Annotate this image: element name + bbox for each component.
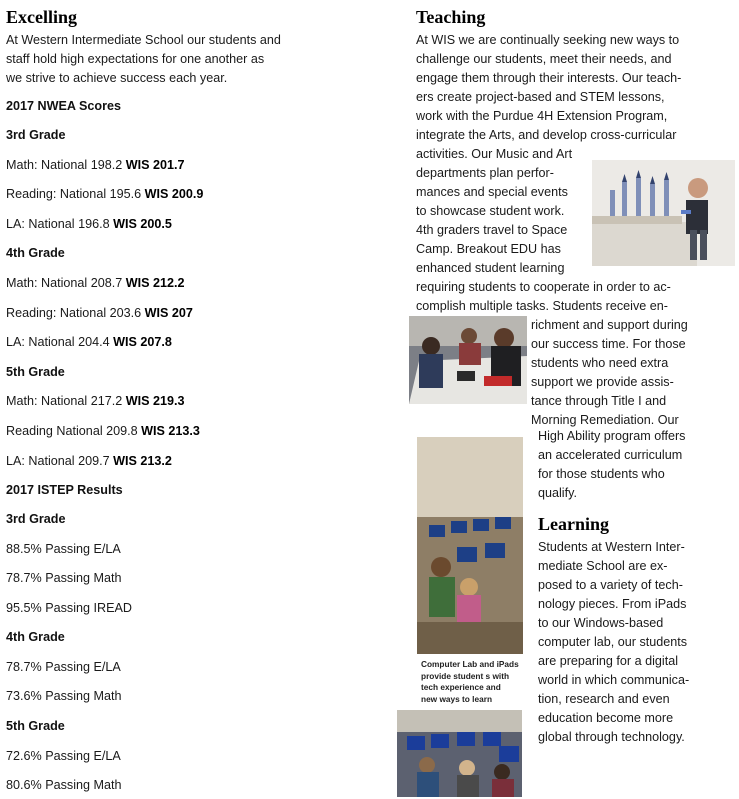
score-national: Math: National 217.2 [6,394,123,408]
teaching-line: departments plan perfor- [416,166,554,180]
learning-line: world in which communica- [538,673,690,687]
caption-line: tech experience and [421,682,501,692]
teaching-line: Morning Remediation. Our [531,413,679,427]
teaching-line: engage them through their interests. Our teach- [416,71,682,85]
istep-grade-5: 5th Grade [6,719,65,733]
intro-line: staff hold high expectations for one another as [6,52,265,66]
teaching-line: our success time. For those [531,337,686,351]
score-row [6,276,185,290]
nwea-grade-3: 3rd Grade [6,128,66,142]
score-row [6,394,185,408]
score-national: Reading National 209.8 [6,424,138,438]
score-wis: WIS 213.3 [141,424,200,438]
caption-line: Computer Lab and iPads [421,659,519,669]
score-national: LA: National 204.4 [6,335,110,349]
istep-grade-3: 3rd Grade [6,512,66,526]
learning-line: global through technology. [538,730,685,744]
computer-lab-photo [417,437,523,654]
teaching-line: an accelerated curriculum [538,448,683,462]
teaching-line: support we provide assis- [531,375,674,389]
teaching-para-top [416,31,736,145]
score-wis: WIS 200.5 [113,217,172,231]
teaching-line: At WIS we are continually seeking new ways to [416,33,680,47]
learning-line: posed to a variety of tech- [538,578,683,592]
caption-line: new ways to learn [421,693,493,704]
istep-row: 78.7% Passing Math [6,571,122,585]
score-national: Math: National 198.2 [6,158,123,172]
teaching-line: tance through Title I and [531,394,667,408]
teaching-line: complish multiple tasks. Students receive en- [416,299,668,313]
teaching-line: richment and support during [531,318,688,332]
score-row [6,158,185,172]
caption-line: provide student s with [421,670,510,681]
teaching-line: Camp. Breakout EDU has [416,242,561,256]
istep-row: 73.6% Passing Math [6,689,122,703]
nwea-title: 2017 NWEA Scores [6,99,122,113]
score-wis: WIS 200.9 [144,187,204,201]
learning-line: computer lab, our students [538,635,688,649]
istep-title: 2017 ISTEP Results [6,483,123,497]
istep-row: 88.5% Passing E/LA [6,542,121,556]
istep-row: 72.6% Passing E/LA [6,749,121,763]
computer-lab-photo-art [417,437,523,654]
score-wis: WIS 213.2 [113,454,172,468]
teaching-line: 4th graders travel to Space [416,223,568,237]
score-national: Math: National 208.7 [6,276,123,290]
istep-row: 78.7% Passing E/LA [6,660,121,674]
learning-line: are preparing for a digital [538,654,679,668]
teaching-line: enhanced student learning [416,261,565,275]
excelling-heading: Excelling [6,7,77,27]
learning-para [538,538,736,747]
teaching-line: ers create project-based and STEM lessons, [416,90,665,104]
intro-line: we strive to achieve success each year. [6,71,228,85]
teaching-line: requiring students to cooperate in order to ac- [416,280,671,294]
teaching-para-beside-photo1 [416,145,591,278]
score-row [6,217,172,231]
photo-caption [421,659,531,705]
score-row [6,306,193,320]
computer-lab-photo-2 [397,710,522,797]
teaching-line: students who need extra [531,356,669,370]
robotics-photo [409,316,527,404]
learning-line: to our Windows-based [538,616,664,630]
score-row [6,454,172,468]
istep-row: 95.5% Passing IREAD [6,601,132,615]
teaching-line: to showcase student work. [416,204,565,218]
teaching-line: for those students who [538,467,665,481]
learning-line: Students at Western Inter- [538,540,685,554]
score-wis: WIS 207.8 [113,335,172,349]
score-wis: WIS 212.2 [125,276,185,290]
score-wis: WIS 219.3 [125,394,185,408]
teaching-para-beside-photo2 [531,316,736,430]
intro-line: At Western Intermediate School our students and [6,33,281,47]
score-national: Reading: National 195.6 [6,187,142,201]
nwea-grade-4: 4th Grade [6,246,65,260]
teaching-heading: Teaching [416,7,486,27]
teaching-line: challenge our students, meet their needs, and [416,52,672,66]
score-national: LA: National 209.7 [6,454,110,468]
teaching-line: qualify. [538,486,577,500]
robotics-photo-art [409,316,527,404]
excelling-intro [6,31,316,88]
score-national: LA: National 196.8 [6,217,110,231]
learning-line: nology pieces. From iPads [538,597,687,611]
teaching-line: High Ability program offers [538,429,686,443]
learning-line: tion, research and even [538,692,670,706]
score-national: Reading: National 203.6 [6,306,142,320]
rockets-photo-art [592,160,735,266]
score-row [6,335,172,349]
teaching-line: work with the Purdue 4H Extension Program, [416,109,668,123]
score-row [6,424,200,438]
teaching-line: integrate the Arts, and develop cross-curricular [416,128,677,142]
score-row [6,187,203,201]
teaching-para-mid [416,278,736,316]
rockets-photo [592,160,735,266]
istep-row: 80.6% Passing Math [6,778,122,792]
istep-grade-4: 4th Grade [6,630,65,644]
computer-lab-photo-2-art [397,710,522,797]
learning-line: mediate School are ex- [538,559,668,573]
teaching-line: activities. Our Music and Art [416,147,573,161]
score-wis: WIS 207 [144,306,193,320]
teaching-para-beside-photo3 [538,427,736,503]
learning-heading: Learning [538,514,610,534]
nwea-grade-5: 5th Grade [6,365,65,379]
score-wis: WIS 201.7 [125,158,185,172]
teaching-line: mances and special events [416,185,568,199]
learning-line: education become more [538,711,674,725]
